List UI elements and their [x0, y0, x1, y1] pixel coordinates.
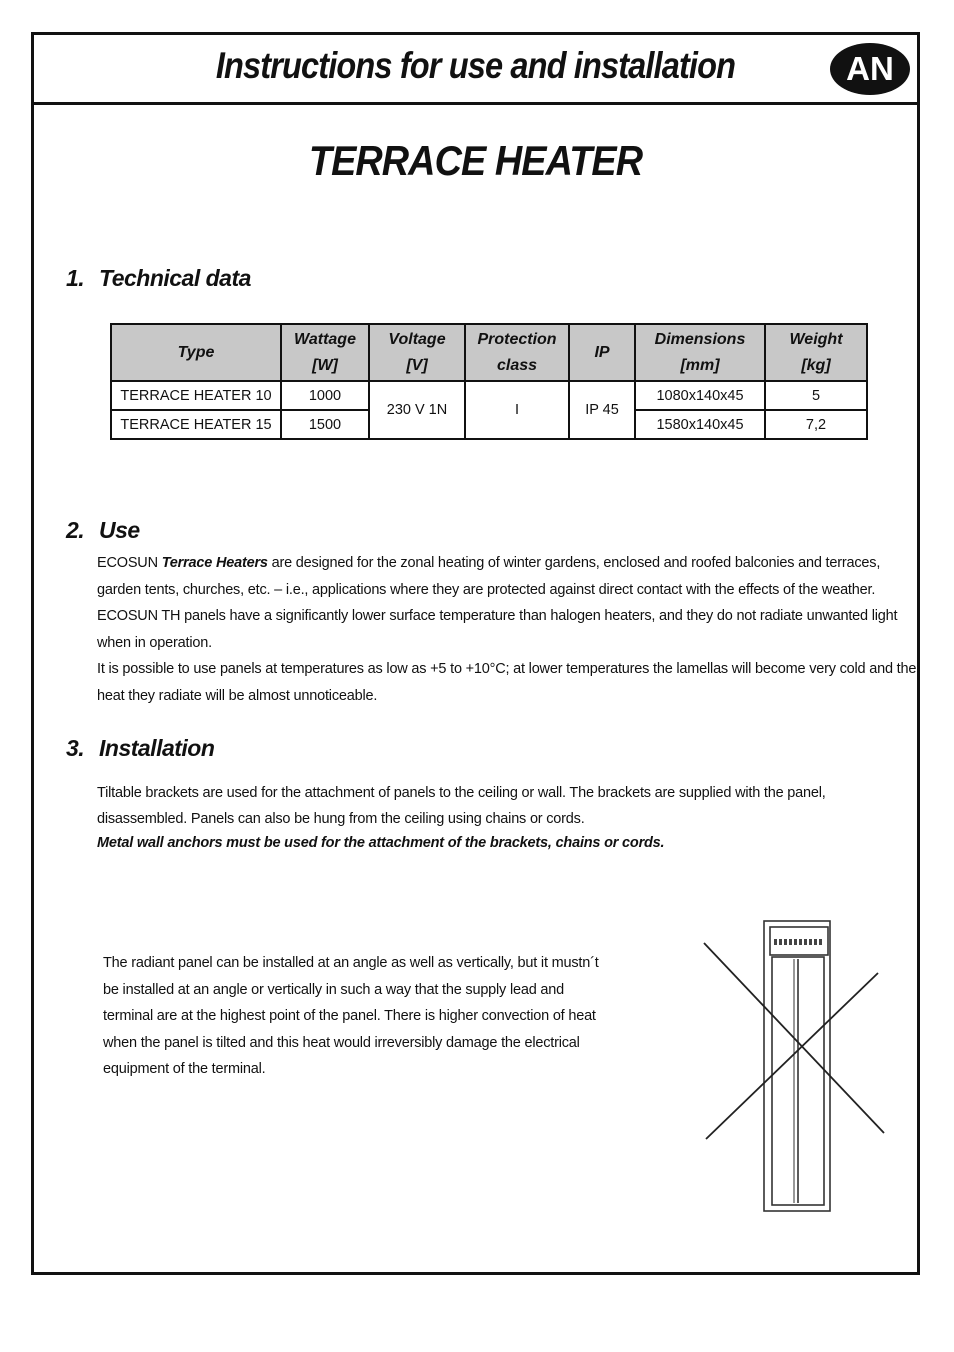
cell-type: TERRACE HEATER 10 — [111, 381, 281, 410]
installation-text — [97, 780, 919, 854]
terminal-pins — [774, 939, 822, 945]
cell-weight: 7,2 — [765, 410, 867, 439]
section-number: 2. — [66, 517, 85, 543]
cell-weight: 5 — [765, 381, 867, 410]
cell-type: TERRACE HEATER 15 — [111, 410, 281, 439]
use-paragraph-3: It is possible to use panels at temperatures as low as +5 to +10°C; at lower temperatures the lamellas will become very cold and the heat they radiate will be almost unnoticeable. — [97, 661, 917, 704]
cell-protection-class: I — [465, 381, 569, 439]
cell-ip: IP 45 — [569, 381, 635, 439]
table-header-row — [111, 324, 867, 381]
section-heading-technical — [66, 265, 251, 292]
document-title: TERRACE HEATER — [308, 137, 643, 184]
section-number: 1. — [66, 265, 85, 291]
technical-data-table — [110, 323, 868, 440]
page-frame — [31, 32, 920, 1275]
header-title: Instructions for use and installation — [215, 45, 736, 86]
cell-wattage: 1000 — [281, 381, 369, 410]
header-protection-class: Protection class — [465, 324, 569, 381]
section-title: Installation — [99, 735, 215, 761]
cell-dimensions: 1580x140x45 — [635, 410, 765, 439]
section-title: Technical data — [99, 265, 251, 291]
table-row — [111, 381, 867, 410]
installation-warning: Metal wall anchors must be used for the attachment of the brackets, chains or cords. — [97, 835, 665, 851]
header-weight: Weight [kg] — [765, 324, 867, 381]
use-paragraph-1: ECOSUN Terrace Heaters are designed for the zonal heating of winter gardens, enclosed and roofed balconies and terraces, garden tents, churches, etc. – i.e., applications where they are protected against direct contact with the effects of the weather. — [97, 555, 881, 598]
header-wattage: Wattage [W] — [281, 324, 369, 381]
language-badge: AN — [830, 43, 910, 95]
header-bar — [34, 35, 917, 105]
header-voltage: Voltage [V] — [369, 324, 465, 381]
header-dimensions: Dimensions [mm] — [635, 324, 765, 381]
product-name: Terrace Heaters — [161, 555, 268, 571]
section-number: 3. — [66, 735, 85, 761]
cell-voltage: 230 V 1N — [369, 381, 465, 439]
section-title: Use — [99, 517, 140, 543]
section-heading-installation — [66, 735, 214, 762]
cell-dimensions: 1080x140x45 — [635, 381, 765, 410]
section-heading-use — [66, 517, 140, 544]
cell-wattage: 1500 — [281, 410, 369, 439]
panel-crossed-out-illustration — [698, 919, 888, 1215]
header-type: Type — [111, 324, 281, 381]
angle-installation-note: The radiant panel can be installed at an angle as well as vertically, but it mustn´t be installed at an angle or vertically in such a way that the supply lead and terminal are at the highest point of the panel. There is higher convection of heat when the panel is tilted and this heat would irreversibly damage the electrical equipment of the terminal. — [103, 955, 599, 1077]
installation-paragraph: Tiltable brackets are used for the attachment of panels to the ceiling or wall. The brackets are supplied with the panel, disassembled. Panels can also be hung from the ceiling using chains or cords. — [97, 785, 826, 827]
use-paragraph-2: ECOSUN TH panels have a significantly lower surface temperature than halogen heaters, and they do not radiate unwanted light when in operation. — [97, 608, 898, 651]
use-text — [97, 550, 919, 709]
header-ip: IP — [569, 324, 635, 381]
